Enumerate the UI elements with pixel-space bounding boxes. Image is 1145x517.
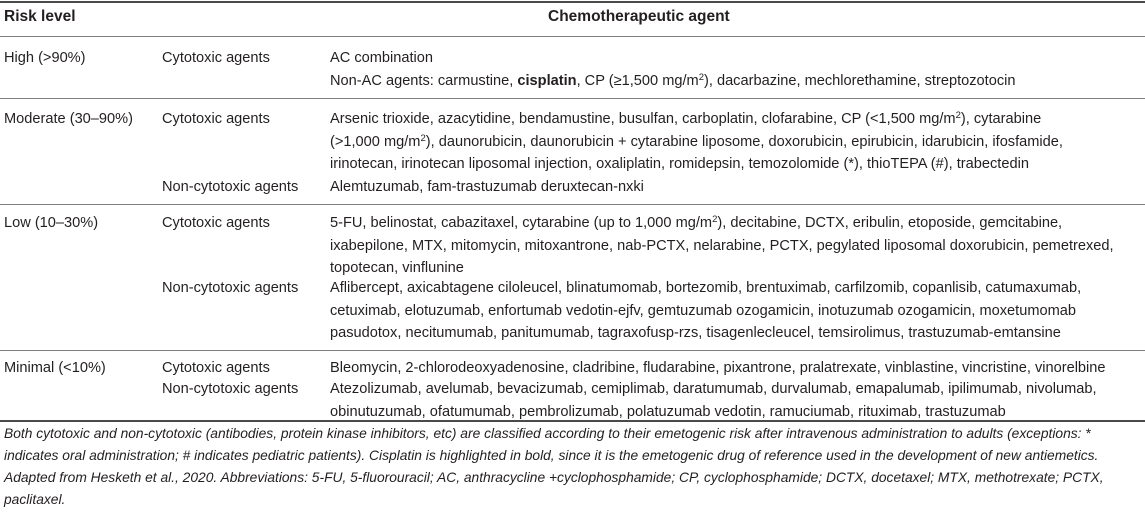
agents-line: (>1,000 $mg/m^2$), daunorubicin, daunorubicin + cytarabine liposome, doxorubicin, epirubicin, idarubicin, ifosfamide, [330, 132, 1063, 150]
row-divider [0, 204, 1145, 205]
agents-cell [330, 47, 1142, 92]
cisplatin-bold: cisplatin [517, 72, 577, 89]
category-cell: Cytotoxic agents [162, 360, 270, 376]
category-cell: Cytotoxic agents [162, 111, 270, 127]
table-bottom-rule [0, 420, 1145, 422]
agents-cell [330, 212, 1142, 280]
agents-line: cetuximab, elotuzumab, enfortumab vedotin-ejfv, gemtuzumab ozogamicin, inotuzumab ozogamicin, moxetumomab [330, 302, 1077, 319]
category-cell: Cytotoxic agents [162, 50, 270, 66]
category-cell: Non-cytotoxic agents [162, 381, 299, 397]
agents-line: AC combination [330, 50, 434, 66]
footnote-line: indicates oral administration; # indicates pediatric patients). Cisplatin is highlighted in bold, since it is the emetogenic drug of reference used in the development of new antiemetics. [4, 448, 1099, 463]
category-cell: Cytotoxic agents [162, 215, 270, 231]
agents-line: Arsenic trioxide, azacytidine, bendamustine, busulfan, carboplatin, clofarabine, CP (<1,500 $mg/m^2$), cytarabine [330, 110, 1042, 127]
agents-line: obinutuzumab, ofatumumab, pembrolizumab, polatuzumab vedotin, ramuciumab, rituximab, trastuzumab [330, 403, 1006, 420]
header-rule [0, 36, 1145, 37]
footnote-line: Both cytotoxic and non-cytotoxic (antibodies, protein kinase inhibitors, etc) are classified according to their emetogenic risk after intravenous administration to adults (exceptions: * [4, 426, 1091, 441]
row-divider [0, 350, 1145, 351]
agents-line: topotecan, vinflunine [330, 260, 464, 276]
table-top-rule [0, 1, 1145, 3]
agents-cell [330, 108, 1142, 176]
agents-line: Bleomycin, 2-chlorodeoxyadenosine, cladribine, fludarabine, pixantrone, pralatrexate, vinblastine, vincristine, vinorelbine [330, 360, 1106, 376]
table-footnote [4, 423, 1142, 511]
agents-cell [330, 176, 1142, 199]
agents-line: irinotecan, irinotecan liposomal injection, oxaliplatin, romidepsin, temozolomide (*), thioTEPA (#), trabectedin [330, 156, 1029, 172]
table-header [0, 8, 1145, 30]
agents-line: Atezolizumab, avelumab, bevacizumab, cemiplimab, daratumumab, durvalumab, emapalumab, ipilimumab, nivolumab, [330, 381, 1097, 397]
agents-line: Aflibercept, axicabtagene ciloleucel, blinatumomab, bortezomib, brentuximab, carfilzomib, copanlisib, catumaxumab, [330, 280, 1082, 296]
agents-line: 5-FU, belinostat, cabazitaxel, cytarabine (up to 1,000 $mg/m^2$), decitabine, DCTX, eribulin, etoposide, gemcitabine, [330, 214, 1063, 231]
footnote-line: paclitaxel. [4, 492, 66, 507]
header-chemotherapeutic-agent: Chemotherapeutic agent [548, 8, 730, 25]
row-divider [0, 98, 1145, 99]
risk-level-cell: Moderate (30–90%) [4, 111, 133, 127]
footnote-line: Adapted from Hesketh et al., 2020. Abbreviations: 5-FU, 5-fluorouracil; AC, anthracycline +cyclophosphamide; CP, cyclophosphamide; DCTX, docetaxel; MTX, methotrexate; PCTX, [4, 470, 1104, 485]
agents-cell [330, 378, 1142, 423]
category-cell: Non-cytotoxic agents [162, 178, 299, 195]
header-risk-level: Risk level [4, 8, 76, 25]
agents-line: Non-AC agents: carmustine, cisplatin, CP (≥1,500 $mg/m^2$), dacarbazine, mechlorethamine, streptozotocin [330, 71, 1016, 89]
agents-cell [330, 277, 1142, 345]
agents-line: Alemtuzumab, fam-trastuzumab deruxtecan-nxki [330, 178, 644, 195]
agents-cell [330, 357, 1142, 380]
category-cell: Non-cytotoxic agents [162, 280, 299, 296]
risk-level-cell: Minimal (<10%) [4, 360, 106, 376]
risk-level-cell: High (>90%) [4, 50, 86, 66]
agents-line: ixabepilone, MTX, mitomycin, mitoxantrone, nab-PCTX, nelarabine, PCTX, pegylated liposomal doxorubicin, pemetrexed, [330, 237, 1114, 254]
risk-level-cell: Low (10–30%) [4, 215, 99, 231]
agents-line: pasudotox, necitumumab, panitumumab, tagraxofusp-rzs, tisagenlecleucel, temsirolimus, trastuzumab-emtansine [330, 325, 1061, 341]
